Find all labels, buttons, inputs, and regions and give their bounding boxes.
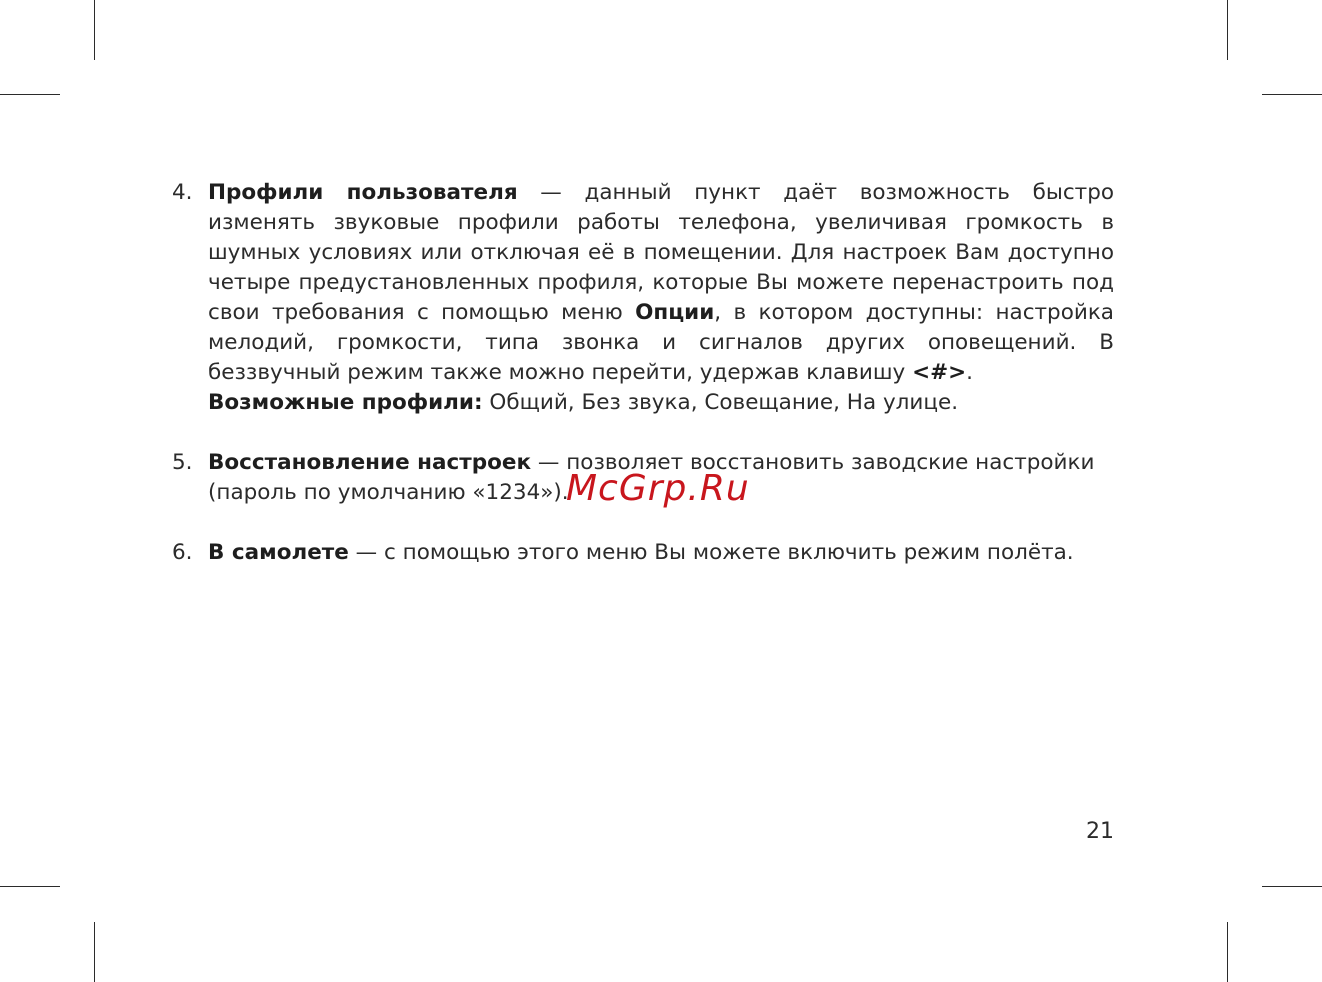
item-paragraph xyxy=(208,178,1114,388)
watermark: McGrp.Ru xyxy=(566,468,750,509)
profiles-label: Возможные профили: xyxy=(208,390,483,415)
list-item-profiles xyxy=(172,178,1114,418)
crop-mark-top-left xyxy=(94,0,95,60)
item-text: — позволяет восстановить заводские настройки (пароль по умолчанию «1234»). xyxy=(208,450,1095,505)
item-number: 6. xyxy=(172,540,193,565)
crop-mark-bottom-left-h xyxy=(0,886,60,887)
crop-mark-bottom-right xyxy=(1227,922,1228,982)
key-label: <#> xyxy=(912,360,967,385)
item-title: В самолете xyxy=(208,540,349,565)
item-text: — данный пункт даёт возможность быстро изменять звуковые профили работы телефона, увеличивая громкость в шумных условиях или отключая её в помещении. Для настроек Вам доступно четыре предустановленных профиля, которые Вы можете перенастроить под свои требования с помощью меню xyxy=(208,180,1114,325)
item-text: — с помощью этого меню Вы можете включить режим полёта. xyxy=(348,540,1074,565)
crop-mark-bottom-right-h xyxy=(1262,886,1322,887)
crop-mark-top-right xyxy=(1227,0,1228,60)
options-menu-label: Опции xyxy=(635,300,715,325)
item-paragraph xyxy=(208,538,1114,568)
item-number: 5. xyxy=(172,450,193,475)
manual-content xyxy=(172,178,1114,568)
item-text: . xyxy=(966,360,973,385)
crop-mark-top-left-h xyxy=(0,94,60,95)
crop-mark-bottom-left xyxy=(94,922,95,982)
profiles-line xyxy=(208,388,1114,418)
crop-mark-top-right-h xyxy=(1262,94,1322,95)
item-number: 4. xyxy=(172,180,193,205)
page-number: 21 xyxy=(1086,819,1114,844)
item-title: Восстановление настроек xyxy=(208,450,532,475)
list-item-airplane xyxy=(172,538,1114,568)
profiles-text: Общий, Без звука, Совещание, На улице. xyxy=(482,390,959,415)
item-title: Профили пользователя xyxy=(208,180,518,205)
item-text: , в котором доступны: настройка мелодий, громкости, типа звонка и сигналов других оповещений. В беззвучный режим также можно перейти, удержав клавишу xyxy=(208,300,1114,385)
